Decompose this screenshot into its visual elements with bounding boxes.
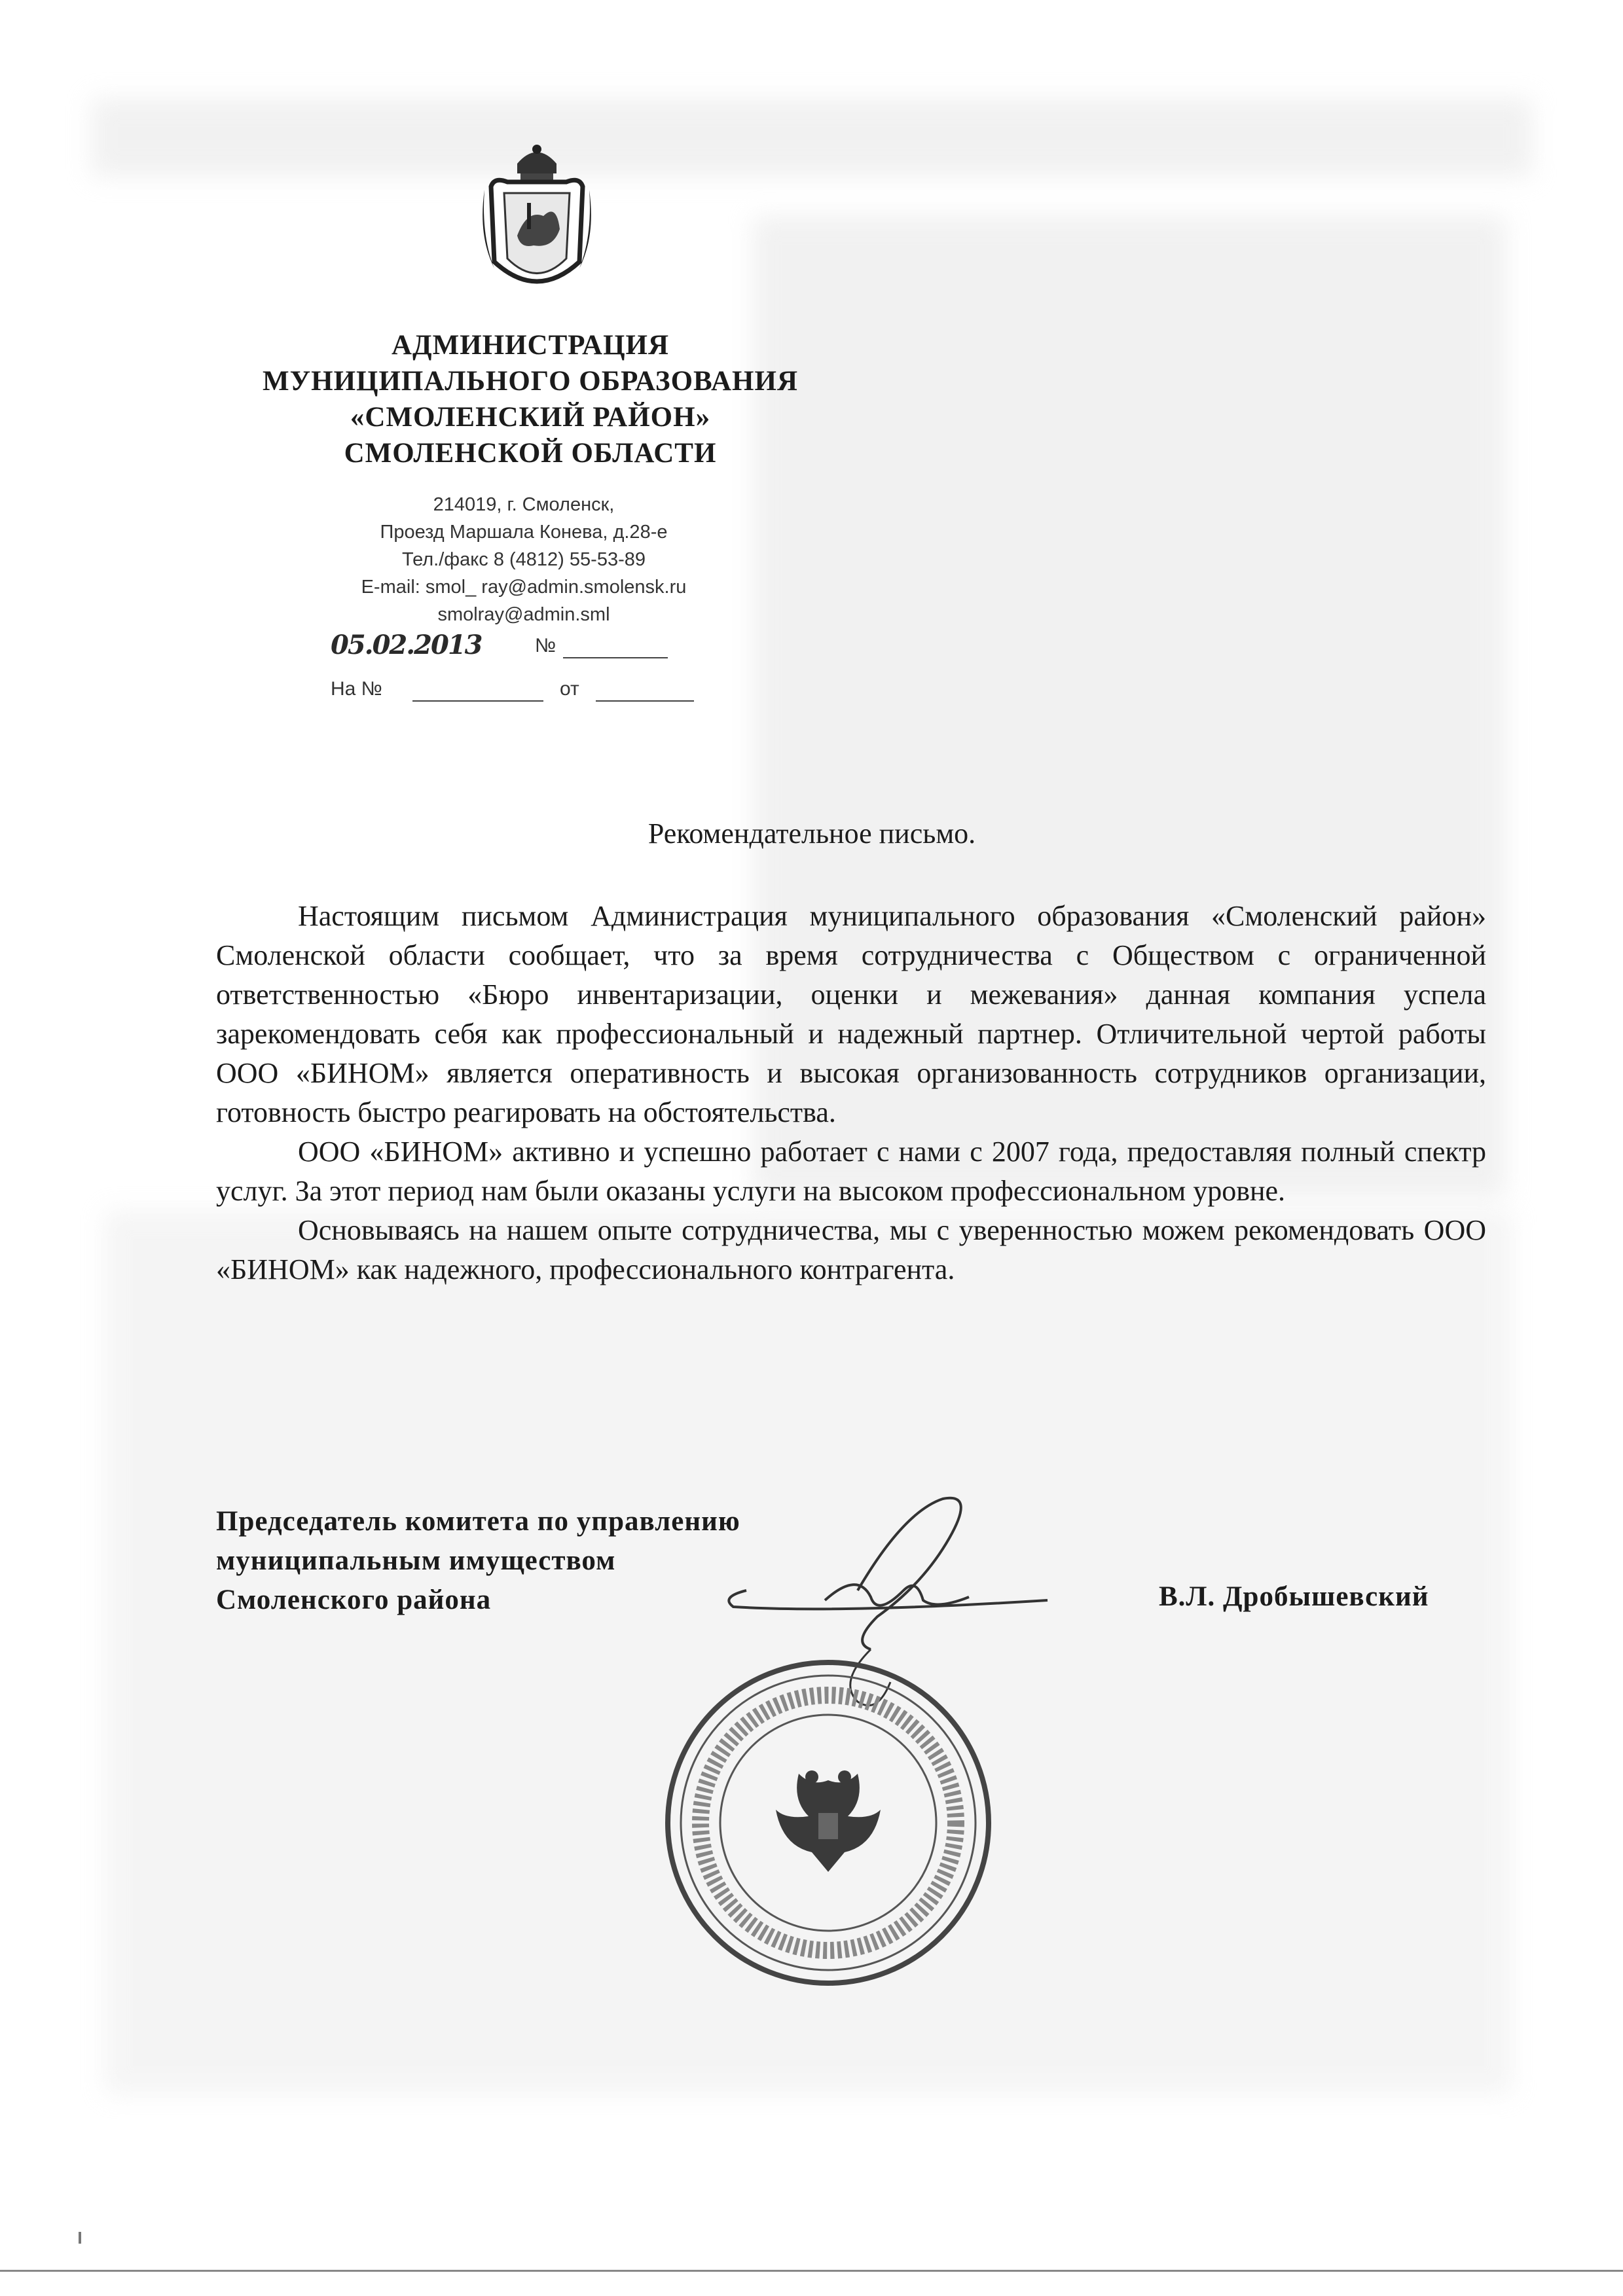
official-round-stamp-icon bbox=[661, 1656, 995, 1990]
number-blank bbox=[563, 657, 668, 658]
handwritten-date: 05.02.2013 bbox=[331, 630, 482, 660]
scan-shading bbox=[92, 98, 1532, 177]
reference-label: На № bbox=[331, 678, 382, 700]
signer-name: В.Л. Дробышевский bbox=[1159, 1581, 1429, 1612]
position-line: Председатель комитета по управлению bbox=[216, 1506, 740, 1537]
address-line: Проезд Маршала Конева, д.28-е bbox=[380, 522, 668, 543]
position-line: Смоленского района bbox=[216, 1585, 492, 1615]
smolensk-coat-of-arms-icon bbox=[481, 137, 593, 304]
header-line: МУНИЦИПАЛЬНОГО ОБРАЗОВАНИЯ bbox=[262, 366, 798, 397]
address-line: 214019, г. Смоленск, bbox=[433, 494, 615, 515]
header-line: АДМИНИСТРАЦИЯ bbox=[391, 330, 670, 361]
body-paragraph: Настоящим письмом Администрация муниципального образования «Смоленский район» Смоленской области сообщает, что за время сотрудничества с Обществом с ограниченной ответственностью «Бюро инвентаризации, оценки и межевания» данная компания успела зарекомендовать себя как профессиональный и надежный партнер. Отличительной чертой работы ООО «БИНОМ» является оперативность и высокая организованность сотрудников организации, готовность быстро реагировать на обстоятельства. bbox=[216, 900, 1486, 1128]
header-line: «СМОЛЕНСКИЙ РАЙОН» bbox=[350, 402, 711, 433]
reference-number-blank bbox=[412, 700, 543, 702]
organization-address bbox=[275, 491, 773, 628]
header-line: СМОЛЕНСКОЙ ОБЛАСТИ bbox=[344, 438, 717, 469]
email-line: smolray@admin.sml bbox=[437, 604, 610, 625]
organization-header bbox=[216, 327, 845, 471]
reference-date-blank bbox=[596, 700, 694, 702]
body-paragraph: ООО «БИНОМ» активно и успешно работает с нами с 2007 года, предоставляя полный спектр услуг. За этот период нам были оказаны услуги на высоком профессиональном уровне. bbox=[216, 1136, 1486, 1207]
scan-mark bbox=[79, 2232, 81, 2244]
email-line: E-mail: smol_ ray@admin.smolensk.ru bbox=[361, 577, 687, 598]
reference-from-label: от bbox=[560, 678, 579, 700]
number-label: № bbox=[535, 635, 556, 656]
position-line: муниципальным имуществом bbox=[216, 1545, 616, 1576]
registration-line bbox=[331, 630, 697, 668]
reference-line bbox=[331, 678, 697, 704]
phone-fax: Тел./факс 8 (4812) 55-53-89 bbox=[401, 549, 646, 570]
letter-body bbox=[216, 897, 1486, 1289]
scan-edge-line bbox=[0, 2270, 1623, 2272]
body-paragraph: Основываясь на нашем опыте сотрудничества, мы с уверенностью можем рекомендовать ООО «БИНОМ» как надежного, профессионального контрагента. bbox=[216, 1214, 1486, 1285]
letter-title: Рекомендательное письмо. bbox=[647, 817, 976, 850]
